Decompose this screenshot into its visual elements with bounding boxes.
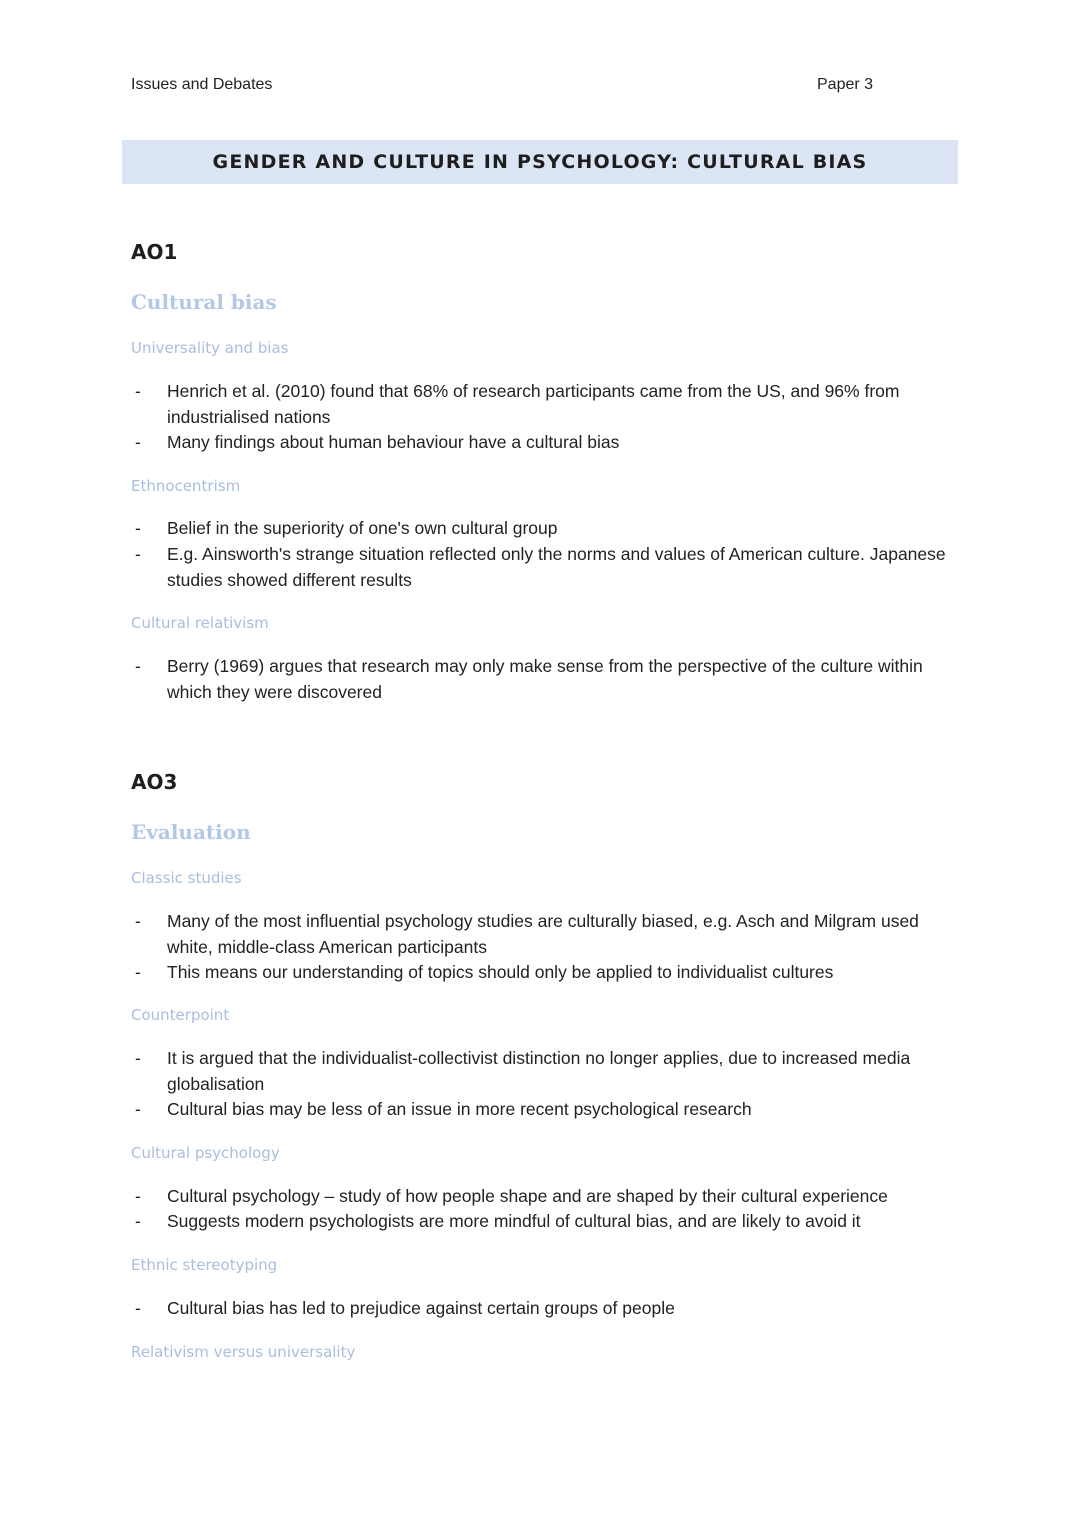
page-title: GENDER AND CULTURE IN PSYCHOLOGY: CULTURAL BIAS bbox=[212, 151, 868, 173]
subheading-ethnic-stereotyping: Ethnic stereotyping bbox=[131, 1256, 278, 1274]
subheading-relativism-universality: Relativism versus universality bbox=[131, 1343, 356, 1361]
subheading-universality: Universality and bias bbox=[131, 339, 289, 357]
list-item-text: Cultural bias may be less of an issue in more recent psychological research bbox=[167, 1099, 752, 1119]
list-item-text: Suggests modern psychologists are more mindful of cultural bias, and are likely to avoid it bbox=[167, 1211, 861, 1231]
subheading-cultural-psychology: Cultural psychology bbox=[131, 1144, 280, 1162]
bullet-dash: - bbox=[135, 1298, 141, 1318]
list-item bbox=[135, 1296, 955, 1322]
list-item bbox=[135, 1097, 955, 1123]
subheading-cultural-relativism: Cultural relativism bbox=[131, 614, 269, 632]
list-item bbox=[135, 1184, 955, 1210]
list-item bbox=[135, 516, 955, 542]
bullet-dash: - bbox=[135, 1211, 141, 1231]
bullet-dash: - bbox=[135, 656, 141, 676]
page-header-right: Paper 3 bbox=[817, 76, 874, 93]
ao1-heading: AO1 bbox=[131, 240, 178, 264]
list-item bbox=[135, 1209, 955, 1235]
list-item-text: E.g. Ainsworth's strange situation reflected only the norms and values of American culture. Japanese studies showed different results bbox=[167, 544, 946, 590]
list-item-text: Cultural psychology – study of how people shape and are shaped by their cultural experience bbox=[167, 1186, 888, 1206]
bullet-dash: - bbox=[135, 1186, 141, 1206]
section-title-cultural-bias: Cultural bias bbox=[131, 290, 277, 314]
subheading-counterpoint: Counterpoint bbox=[131, 1006, 230, 1024]
list-item bbox=[135, 430, 955, 456]
list-item bbox=[135, 1046, 955, 1097]
bullet-dash: - bbox=[135, 518, 141, 538]
list-item bbox=[135, 909, 955, 960]
bullet-dash: - bbox=[135, 432, 141, 452]
subheading-ethnocentrism: Ethnocentrism bbox=[131, 477, 241, 495]
list-item-text: Berry (1969) argues that research may only make sense from the perspective of the culture within which they were discovered bbox=[167, 656, 923, 702]
page-header-left: Issues and Debates bbox=[131, 76, 273, 93]
ao3-heading: AO3 bbox=[131, 770, 178, 794]
list-item-text: Henrich et al. (2010) found that 68% of research participants came from the US, and 96% from industrialised nations bbox=[167, 381, 900, 427]
bullet-dash: - bbox=[135, 1099, 141, 1119]
title-banner bbox=[122, 140, 958, 184]
bullet-dash: - bbox=[135, 1048, 141, 1068]
bullet-dash: - bbox=[135, 544, 141, 564]
list-item bbox=[135, 379, 955, 430]
list-item bbox=[135, 654, 955, 705]
bullet-dash: - bbox=[135, 381, 141, 401]
subheading-classic-studies: Classic studies bbox=[131, 869, 242, 887]
list-item bbox=[135, 542, 955, 593]
list-item-text: Many of the most influential psychology studies are culturally biased, e.g. Asch and Milgram used white, middle-class American participants bbox=[167, 911, 919, 957]
list-item-text: Belief in the superiority of one's own cultural group bbox=[167, 518, 558, 538]
list-item-text: Many findings about human behaviour have a cultural bias bbox=[167, 432, 620, 452]
list-item-text: This means our understanding of topics should only be applied to individualist cultures bbox=[167, 962, 834, 982]
section-title-evaluation: Evaluation bbox=[131, 820, 251, 844]
bullet-dash: - bbox=[135, 911, 141, 931]
list-item bbox=[135, 960, 955, 986]
list-item-text: Cultural bias has led to prejudice against certain groups of people bbox=[167, 1298, 675, 1318]
bullet-dash: - bbox=[135, 962, 141, 982]
list-item-text: It is argued that the individualist-collectivist distinction no longer applies, due to increased media globalisation bbox=[167, 1048, 911, 1094]
